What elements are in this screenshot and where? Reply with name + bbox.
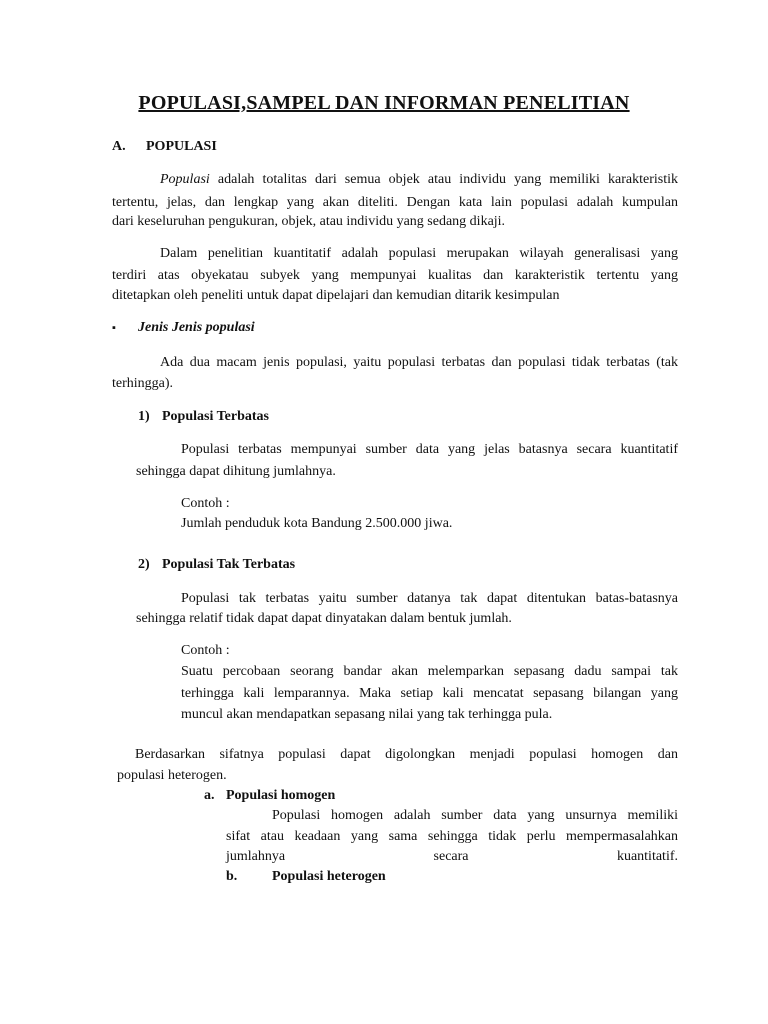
item1-heading: Populasi Terbatas: [162, 409, 269, 424]
populasi-definition-line3: dari keseluruhan pengukuran, objek, atau individu yang sedang dikaji.: [112, 214, 506, 229]
item2-example-label: Contoh :: [181, 643, 230, 658]
jenis-intro-line1: Ada dua macam jenis populasi, yaitu populasi terbatas dan populasi tidak terbatas (tak: [160, 355, 678, 370]
sifat-paragraph-line2: populasi heterogen.: [117, 768, 227, 783]
sifat-paragraph-line1: Berdasarkan sifatnya populasi dapat digolongkan menjadi populasi homogen dan: [135, 747, 678, 762]
sub-b-marker: b.: [226, 869, 238, 884]
item2-desc-line2: sehingga relatif tidak dapat dapat dinyatakan dalam bentuk jumlah.: [136, 611, 512, 626]
populasi-definition-line2: tertentu, jelas, dan lengkap yang akan diteliti. Dengan kata lain populasi adalah kumpulan: [112, 195, 678, 210]
bullet-icon: ▪: [112, 322, 116, 334]
sub-a-heading: Populasi homogen: [226, 788, 336, 803]
kuantitatif-paragraph-line3: ditetapkan oleh peneliti untuk dapat dipelajari dan kemudian ditarik kesimpulan: [112, 288, 560, 303]
item2-example-line3: muncul akan mendapatkan sepasang nilai yang tak terhingga pula.: [181, 707, 553, 722]
item2-number: 2): [138, 557, 150, 572]
item1-example-text: Jumlah penduduk kota Bandung 2.500.000 jiwa.: [181, 516, 453, 531]
page-title: POPULASI,SAMPEL DAN INFORMAN PENELITIAN: [138, 92, 630, 114]
item1-desc-line2: sehingga dapat dihitung jumlahnya.: [136, 464, 336, 479]
item2-desc-line1: Populasi tak terbatas yaitu sumber datanya tak dapat ditentukan batas-batasnya: [181, 591, 678, 606]
item2-example-line2: terhingga kali lemparannya. Maka setiap kali mencatat sepasang bilangan yang: [181, 686, 678, 701]
populasi-term: Populasi: [160, 172, 210, 187]
jenis-intro-line2: terhingga).: [112, 376, 174, 391]
populasi-definition-line1: [160, 172, 678, 188]
kuantitatif-paragraph-line1: Dalam penelitian kuantitatif adalah populasi merupakan wilayah generalisasi yang: [160, 246, 678, 261]
item1-example-label: Contoh :: [181, 496, 230, 511]
populasi-definition-text: adalah totalitas dari semua objek atau individu yang memiliki karakteristik: [217, 172, 679, 187]
sub-a-marker: a.: [204, 788, 215, 803]
section-a-marker: A.: [112, 139, 126, 154]
item1-number: 1): [138, 409, 150, 424]
item2-heading: Populasi Tak Terbatas: [162, 557, 296, 572]
sub-a-line3: jumlahnya secara kuantitatif.: [226, 849, 678, 864]
sub-a-line2: sifat atau keadaan yang sama sehingga tidak perlu mempermasalahkan: [226, 829, 678, 844]
sub-a-line1: Populasi homogen adalah sumber data yang unsurnya memiliki: [272, 808, 678, 823]
kuantitatif-paragraph-line2: terdiri atas obyekatau subyek yang mempunyai kualitas dan karakteristik tertentu yang: [112, 268, 678, 283]
item2-example-line1: Suatu percobaan seorang bandar akan melemparkan sepasang dadu sampai tak: [181, 664, 678, 679]
item1-desc-line1: Populasi terbatas mempunyai sumber data yang jelas batasnya secara kuantitatif: [181, 442, 678, 457]
jenis-heading: Jenis Jenis populasi: [138, 320, 255, 335]
sub-b-heading: Populasi heterogen: [272, 869, 386, 884]
section-a-heading: POPULASI: [146, 139, 217, 154]
